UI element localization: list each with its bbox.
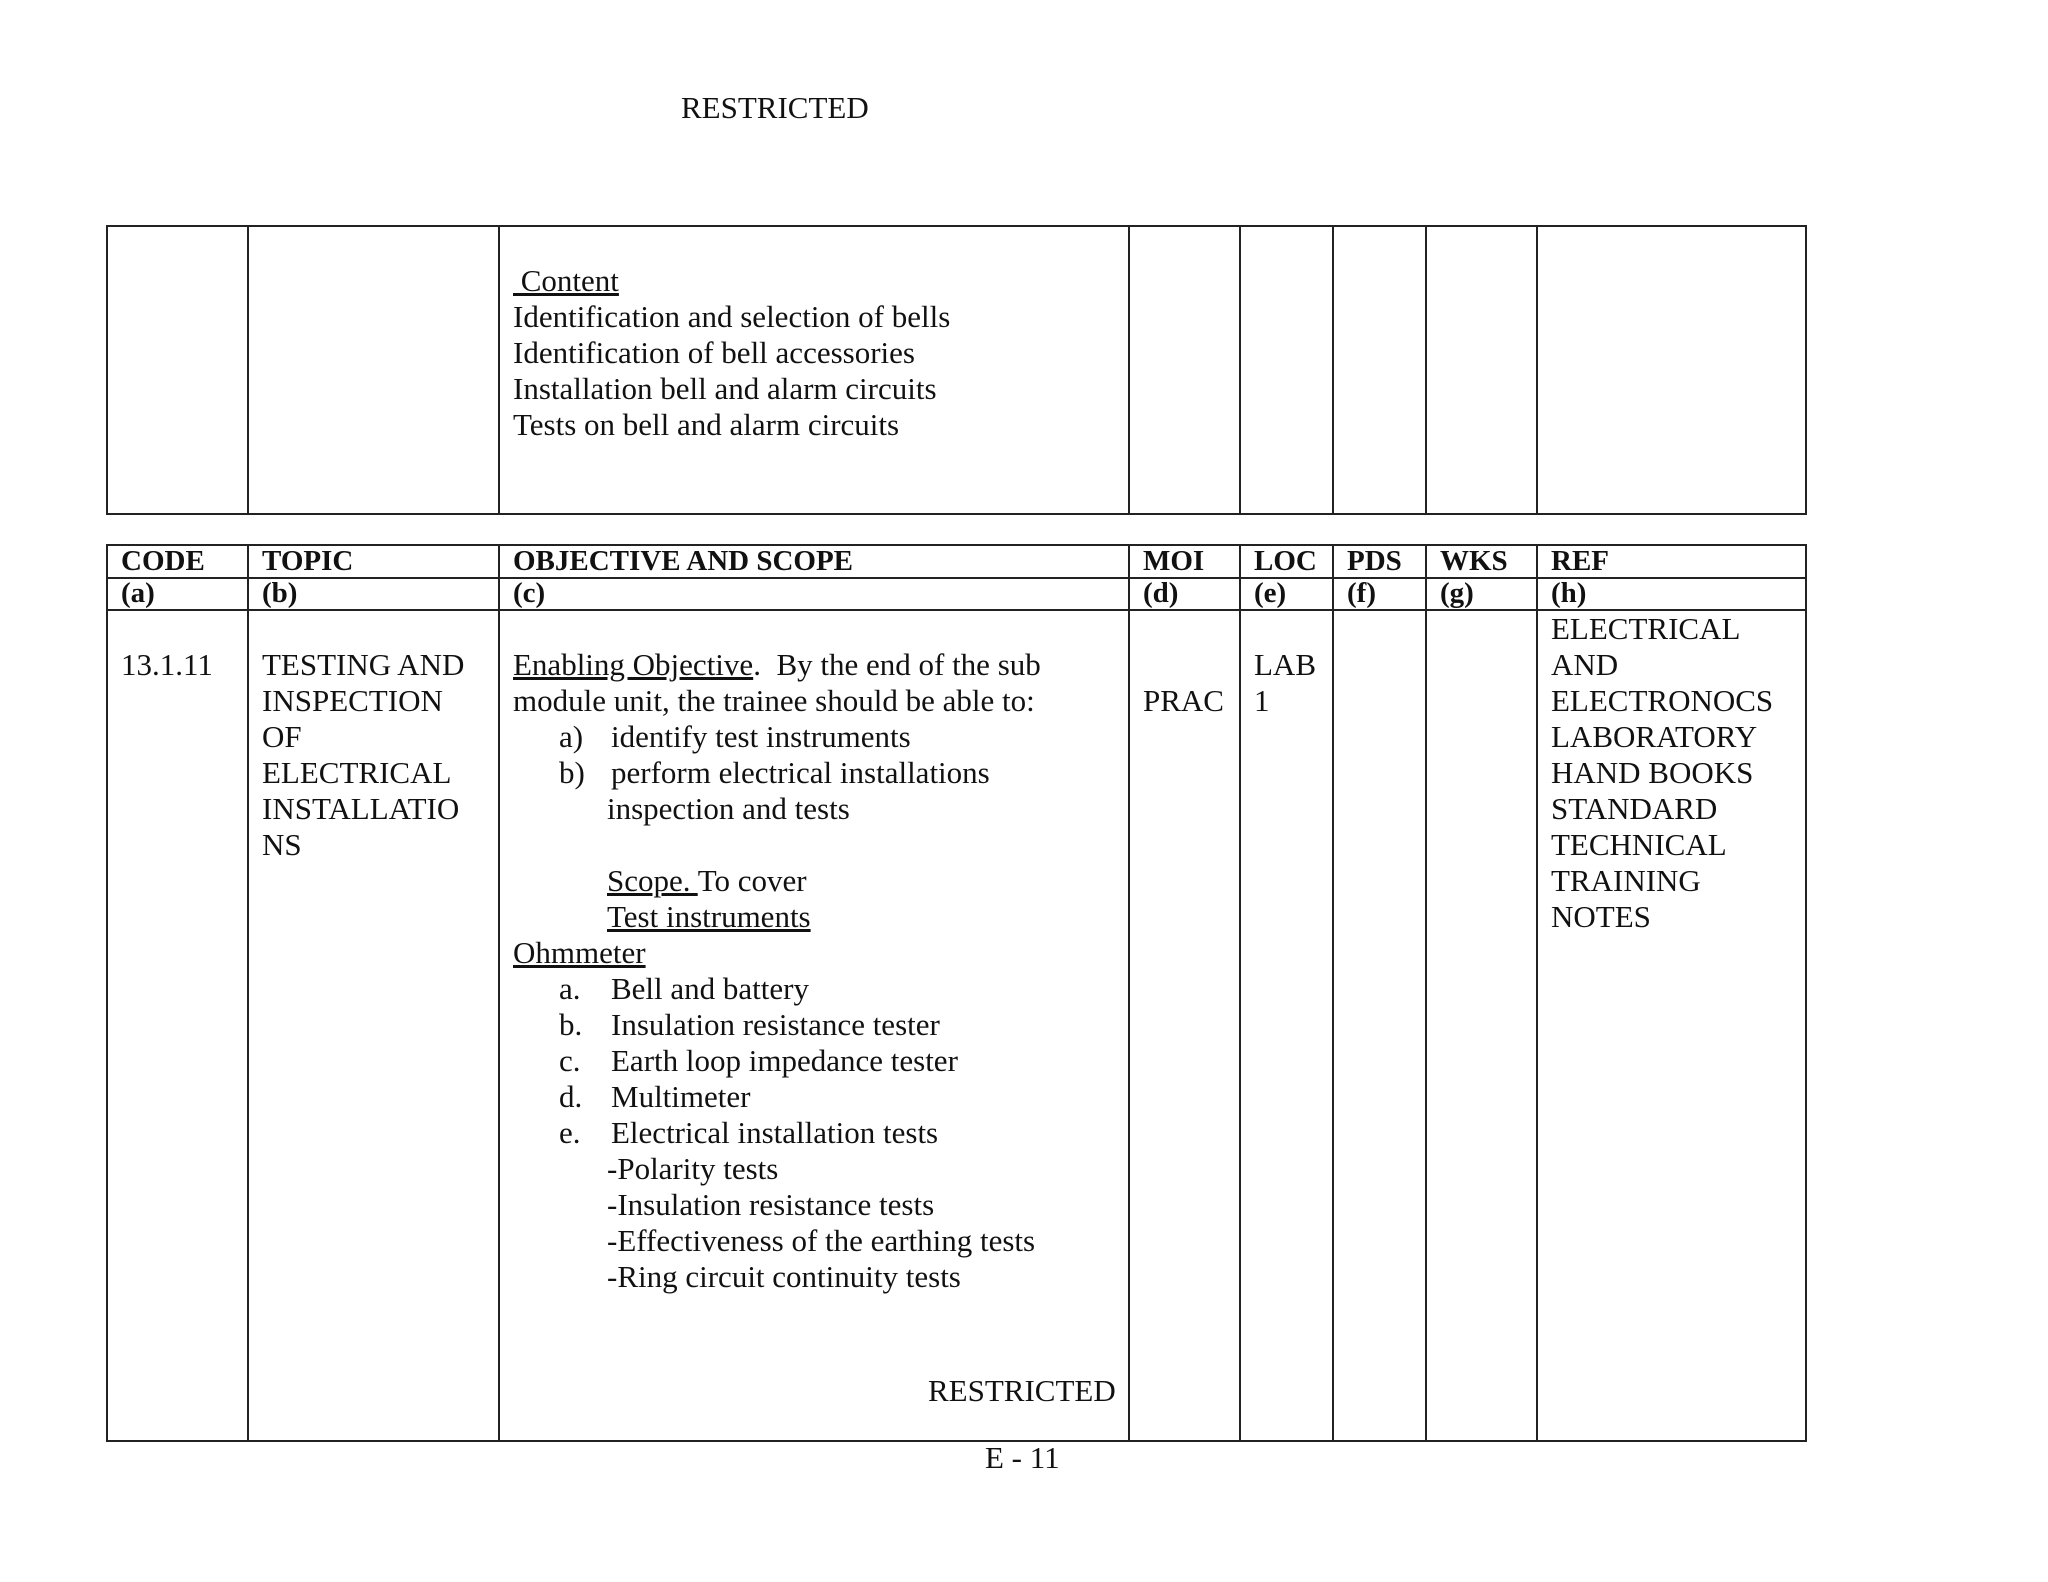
column-header-pds: PDS xyxy=(1333,545,1426,578)
moi-value: PRAC xyxy=(1143,683,1224,718)
ref-line: TRAINING xyxy=(1551,863,1701,898)
content-topic-cell xyxy=(248,226,499,514)
objective-continuation: inspection and tests xyxy=(607,791,850,826)
column-header-loc: LOC xyxy=(1240,545,1333,578)
column-letter-a: (a) xyxy=(107,578,248,610)
row-code: 13.1.11 xyxy=(121,647,213,682)
ref-line: AND xyxy=(1551,647,1619,682)
content-pds-cell xyxy=(1333,226,1426,514)
scope-line xyxy=(513,863,1128,899)
instrument-item: Bell and battery xyxy=(611,971,809,1006)
header-classification: RESTRICTED xyxy=(681,90,869,125)
test-item: -Effectiveness of the earthing tests xyxy=(607,1223,1036,1258)
moi-cell xyxy=(1129,610,1240,1441)
test-item: -Polarity tests xyxy=(607,1151,779,1186)
pds-cell xyxy=(1333,610,1426,1441)
enabling-objective-line xyxy=(513,647,1128,683)
syllabus-table xyxy=(106,544,1807,1442)
loc-cell xyxy=(1240,610,1333,1441)
topic-line: ELECTRICAL xyxy=(262,755,452,790)
content-table xyxy=(106,225,1807,515)
ref-line: ELECTRONOCS xyxy=(1551,683,1774,718)
content-wks-cell xyxy=(1426,226,1537,514)
header-row xyxy=(107,545,1806,578)
topic-line: INSPECTION xyxy=(262,683,443,718)
list-item: d. Multimeter xyxy=(559,1079,751,1114)
ref-line: HAND BOOKS xyxy=(1551,755,1754,790)
topic-line: INSTALLATIO xyxy=(262,791,460,826)
content-heading: Content xyxy=(513,263,619,298)
content-item: Identification of bell accessories xyxy=(513,335,915,370)
footer-classification: RESTRICTED xyxy=(928,1373,1116,1408)
code-cell xyxy=(107,610,248,1441)
ref-line: ELECTRICAL xyxy=(1551,611,1741,646)
enabling-objective-label: Enabling Objective xyxy=(513,647,754,682)
column-header-wks: WKS xyxy=(1426,545,1537,578)
ohmmeter-label: Ohmmeter xyxy=(513,935,646,970)
column-header-moi: MOI xyxy=(1129,545,1240,578)
scope-text: To cover xyxy=(697,863,807,898)
table-row xyxy=(107,610,1806,1441)
objectives-list xyxy=(513,719,1128,791)
ref-line: TECHNICAL xyxy=(1551,827,1727,862)
objective-cell xyxy=(499,610,1129,1441)
test-instruments-line xyxy=(513,899,1128,935)
topic-cell xyxy=(248,610,499,1441)
page-number: E - 11 xyxy=(985,1440,1060,1475)
list-item: a) identify test instruments xyxy=(559,719,911,754)
list-item: c. Earth loop impedance tester xyxy=(559,1043,958,1078)
test-instruments-label: Test instruments xyxy=(607,899,811,934)
list-item: e. Electrical installation tests xyxy=(559,1115,939,1150)
column-letter-f: (f) xyxy=(1333,578,1426,610)
content-moi-cell xyxy=(1129,226,1240,514)
topic-line: TESTING AND xyxy=(262,647,465,682)
list-item: a. Bell and battery xyxy=(559,971,809,1006)
column-header-code: CODE xyxy=(107,545,248,578)
ref-line: LABORATORY xyxy=(1551,719,1758,754)
loc-line: 1 xyxy=(1254,683,1270,718)
column-letter-e: (e) xyxy=(1240,578,1333,610)
enabling-objective-text-2: module unit, the trainee should be able to: xyxy=(513,683,1035,718)
instrument-item: Electrical installation tests xyxy=(611,1115,939,1150)
column-letter-g: (g) xyxy=(1426,578,1537,610)
test-item: -Insulation resistance tests xyxy=(607,1187,935,1222)
content-objective-cell xyxy=(499,226,1129,514)
objective-item: identify test instruments xyxy=(611,719,911,754)
column-header-topic: TOPIC xyxy=(248,545,499,578)
column-letter-d: (d) xyxy=(1129,578,1240,610)
column-letter-row xyxy=(107,578,1806,610)
instrument-item: Insulation resistance tester xyxy=(611,1007,940,1042)
spacer xyxy=(513,827,1128,863)
instruments-list xyxy=(513,971,1128,1151)
topic-line: NS xyxy=(262,827,302,862)
column-letter-h: (h) xyxy=(1537,578,1806,610)
instrument-item: Multimeter xyxy=(611,1079,751,1114)
loc-line: LAB xyxy=(1254,647,1316,682)
content-code-cell xyxy=(107,226,248,514)
objective-item: perform electrical installations xyxy=(611,755,990,790)
content-item: Identification and selection of bells xyxy=(513,299,951,334)
content-ref-cell xyxy=(1537,226,1806,514)
topic-line: OF xyxy=(262,719,302,754)
scope-label: Scope. xyxy=(607,863,698,898)
list-item: b. Insulation resistance tester xyxy=(559,1007,940,1042)
content-item: Installation bell and alarm circuits xyxy=(513,371,937,406)
test-item: -Ring circuit continuity tests xyxy=(607,1259,961,1294)
instrument-item: Earth loop impedance tester xyxy=(611,1043,958,1078)
column-letter-c: (c) xyxy=(499,578,1129,610)
ref-line: NOTES xyxy=(1551,899,1651,934)
wks-cell xyxy=(1426,610,1537,1441)
column-letter-b: (b) xyxy=(248,578,499,610)
ref-line: STANDARD xyxy=(1551,791,1718,826)
enabling-objective-text: . By the end of the sub xyxy=(753,647,1041,682)
content-loc-cell xyxy=(1240,226,1333,514)
column-header-objective: OBJECTIVE AND SCOPE xyxy=(499,545,1129,578)
ohmmeter-line xyxy=(513,935,1128,971)
ref-cell xyxy=(1537,610,1806,1441)
list-item: b) perform electrical installations xyxy=(559,755,990,790)
content-item: Tests on bell and alarm circuits xyxy=(513,407,900,442)
column-header-ref: REF xyxy=(1537,545,1806,578)
